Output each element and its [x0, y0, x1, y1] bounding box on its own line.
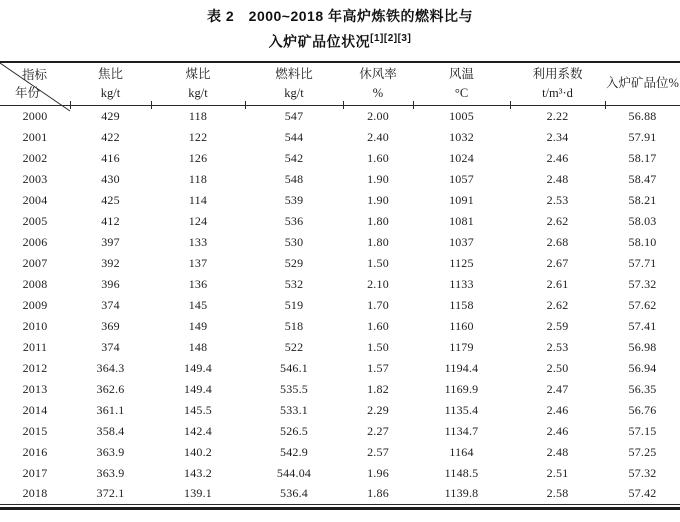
col-unit: % [372, 85, 384, 100]
value-cell: 57.62 [628, 297, 657, 312]
value-cell: 2.29 [367, 402, 389, 417]
value-cell: 542 [284, 150, 304, 165]
table-row [0, 253, 680, 274]
value-cell: 2.22 [546, 108, 569, 123]
value-cell: 2.68 [546, 234, 569, 249]
value-cell: 2.62 [546, 213, 569, 228]
value-cell: 136 [188, 276, 208, 291]
value-cell: 118 [188, 171, 208, 186]
year-cell: 2006 [22, 234, 48, 249]
corner-label-indicator: 指标 [22, 67, 48, 82]
value-cell: 363.9 [96, 444, 125, 459]
col-name: 利用系数 [532, 66, 583, 81]
col-unit: kg/t [188, 85, 208, 100]
value-cell: 396 [101, 276, 120, 291]
year-cell: 2018 [22, 486, 48, 501]
value-cell: 58.47 [628, 171, 657, 186]
value-cell: 518 [284, 318, 304, 333]
year-cell: 2015 [22, 423, 48, 438]
value-cell: 1005 [449, 108, 474, 123]
table-row [0, 169, 680, 190]
value-cell: 548 [284, 171, 304, 186]
value-cell: 57.32 [628, 276, 657, 291]
value-cell: 1037 [449, 234, 474, 249]
caption-line2-text: 入炉矿品位状况 [268, 33, 371, 50]
value-cell: 2.40 [367, 129, 389, 144]
col-unit: t/m³·d [542, 85, 573, 100]
value-cell: 536.4 [280, 486, 308, 501]
col-name: 入炉矿品位% [606, 76, 679, 91]
value-cell: 1158 [449, 297, 474, 312]
value-cell: 58.10 [628, 234, 657, 249]
value-cell: 1.80 [367, 213, 389, 228]
value-cell: 364.3 [96, 360, 125, 375]
value-cell: 57.71 [628, 255, 657, 270]
value-cell: 2.53 [546, 339, 569, 354]
value-cell: 1.86 [367, 486, 389, 501]
value-cell: 1.57 [367, 360, 389, 375]
value-cell: 532 [284, 276, 304, 291]
value-cell: 2.46 [546, 150, 569, 165]
data-table [0, 61, 680, 506]
value-cell: 1133 [449, 276, 474, 291]
value-cell: 1179 [449, 339, 474, 354]
value-cell: 2.59 [546, 318, 569, 333]
value-cell: 58.17 [628, 150, 657, 165]
table-row [0, 295, 680, 316]
value-cell: 1.60 [367, 150, 389, 165]
value-cell: 2.00 [367, 108, 389, 123]
col-header-utilization-coefficient [510, 62, 605, 106]
col-unit: kg/t [100, 85, 121, 100]
value-cell: 530 [284, 234, 304, 249]
value-cell: 1057 [449, 171, 474, 186]
value-cell: 542.9 [280, 444, 308, 459]
col-name: 焦比 [97, 66, 123, 81]
value-cell: 57.25 [628, 444, 657, 459]
col-header-fuel-ratio [245, 62, 343, 106]
value-cell: 522 [284, 339, 304, 354]
table-row [0, 127, 680, 148]
col-name: 风温 [448, 66, 474, 81]
table-row [0, 484, 680, 505]
value-cell: 2.10 [367, 276, 389, 291]
value-cell: 122 [188, 129, 208, 144]
year-cell: 2004 [22, 192, 48, 207]
year-cell: 2001 [22, 129, 48, 144]
table-row [0, 274, 680, 295]
corner-label-year: 年份 [15, 86, 41, 101]
year-cell: 2003 [22, 171, 48, 186]
value-cell: 58.21 [628, 192, 657, 207]
value-cell: 56.35 [628, 381, 657, 396]
value-cell: 57.42 [628, 486, 657, 501]
value-cell: 2.67 [546, 255, 569, 270]
value-cell: 133 [188, 234, 208, 249]
year-cell: 2002 [22, 150, 48, 165]
year-cell: 2009 [22, 297, 48, 312]
value-cell: 149.4 [184, 381, 212, 396]
col-unit: kg/t [284, 85, 304, 100]
value-cell: 126 [188, 150, 208, 165]
value-cell: 142.4 [184, 423, 212, 438]
value-cell: 57.91 [628, 129, 657, 144]
year-cell: 2005 [22, 213, 48, 228]
table-row [0, 190, 680, 211]
value-cell: 362.6 [96, 381, 125, 396]
value-cell: 56.76 [628, 402, 657, 417]
corner-header-cell [0, 62, 70, 106]
value-cell: 1.70 [367, 297, 389, 312]
year-cell: 2014 [22, 402, 48, 417]
value-cell: 544.04 [276, 465, 312, 480]
value-cell: 1160 [449, 318, 474, 333]
value-cell: 1081 [449, 213, 474, 228]
col-header-coal-ratio [151, 62, 245, 106]
col-name: 燃料比 [275, 66, 313, 81]
value-cell: 57.15 [628, 423, 657, 438]
value-cell: 1134.7 [444, 423, 479, 438]
value-cell: 1125 [449, 255, 474, 270]
value-cell: 429 [101, 108, 120, 123]
value-cell: 2.47 [546, 381, 569, 396]
value-cell: 369 [101, 318, 120, 333]
table-row [0, 211, 680, 232]
value-cell: 397 [101, 234, 120, 249]
value-cell: 56.98 [628, 339, 657, 354]
table-row [0, 232, 680, 253]
value-cell: 57.41 [628, 318, 657, 333]
value-cell: 2.27 [367, 423, 389, 438]
value-cell: 546.1 [280, 360, 308, 375]
table-row [0, 400, 680, 421]
value-cell: 114 [188, 192, 208, 207]
table-row [0, 337, 680, 358]
col-header-coke-ratio [70, 62, 151, 106]
value-cell: 137 [188, 255, 208, 270]
table-header [0, 62, 680, 106]
value-cell: 422 [101, 129, 120, 144]
value-cell: 363.9 [96, 465, 125, 480]
value-cell: 1169.9 [444, 381, 479, 396]
year-cell: 2000 [22, 108, 48, 123]
year-cell: 2012 [22, 360, 48, 375]
value-cell: 2.34 [546, 129, 569, 144]
value-cell: 1.96 [367, 465, 389, 480]
value-cell: 143.2 [184, 465, 212, 480]
value-cell: 1164 [449, 444, 474, 459]
caption-line2 [0, 29, 680, 52]
table-row [0, 421, 680, 442]
value-cell: 2.53 [546, 192, 569, 207]
value-cell: 2.62 [546, 297, 569, 312]
value-cell: 2.48 [546, 444, 569, 459]
value-cell: 2.46 [546, 423, 569, 438]
value-cell: 519 [284, 297, 304, 312]
value-cell: 412 [101, 213, 120, 228]
value-cell: 145 [188, 297, 208, 312]
value-cell: 57.32 [628, 465, 657, 480]
value-cell: 148 [188, 339, 208, 354]
caption-reference-superscripts: [1][2][3] [370, 33, 412, 44]
col-name: 煤比 [185, 66, 211, 81]
table-body [0, 106, 680, 505]
year-cell: 2017 [22, 465, 48, 480]
value-cell: 58.03 [628, 213, 657, 228]
table-bottom-rule [0, 507, 680, 510]
value-cell: 533.1 [280, 402, 308, 417]
table-row [0, 316, 680, 337]
value-cell: 425 [101, 192, 120, 207]
value-cell: 374 [101, 297, 120, 312]
value-cell: 124 [188, 213, 208, 228]
value-cell: 430 [101, 171, 120, 186]
value-cell: 372.1 [96, 486, 125, 501]
value-cell: 1.80 [367, 234, 389, 249]
table-row [0, 463, 680, 484]
value-cell: 2.50 [546, 360, 569, 375]
value-cell: 2.61 [546, 276, 569, 291]
value-cell: 358.4 [96, 423, 125, 438]
table-row [0, 148, 680, 169]
table-row [0, 379, 680, 400]
value-cell: 526.5 [280, 423, 308, 438]
year-cell: 2008 [22, 276, 48, 291]
value-cell: 140.2 [184, 444, 212, 459]
value-cell: 1135.4 [444, 402, 479, 417]
col-unit: °C [454, 85, 469, 100]
value-cell: 1194.4 [444, 360, 479, 375]
value-cell: 536 [284, 213, 304, 228]
value-cell: 392 [101, 255, 120, 270]
value-cell: 1032 [449, 129, 474, 144]
col-header-ore-grade [605, 62, 680, 106]
value-cell: 544 [284, 129, 304, 144]
value-cell: 145.5 [184, 402, 212, 417]
table-row [0, 442, 680, 463]
value-cell: 361.1 [96, 402, 125, 417]
value-cell: 1091 [449, 192, 474, 207]
col-header-wind-off-rate [343, 62, 413, 106]
value-cell: 416 [101, 150, 120, 165]
table-row [0, 358, 680, 379]
value-cell: 1.82 [367, 381, 389, 396]
year-cell: 2016 [22, 444, 48, 459]
value-cell: 1.60 [367, 318, 389, 333]
header-row [0, 62, 680, 106]
value-cell: 529 [284, 255, 304, 270]
value-cell: 1.50 [367, 255, 389, 270]
value-cell: 139.1 [184, 486, 212, 501]
value-cell: 2.58 [546, 486, 569, 501]
value-cell: 118 [188, 108, 208, 123]
value-cell: 539 [284, 192, 304, 207]
value-cell: 1.90 [367, 171, 389, 186]
year-cell: 2007 [22, 255, 48, 270]
value-cell: 56.94 [628, 360, 657, 375]
value-cell: 547 [284, 108, 304, 123]
caption-line1: 表 2 2000~2018 年高炉炼铁的燃料比与 [206, 8, 474, 24]
value-cell: 2.57 [367, 444, 389, 459]
value-cell: 2.48 [546, 171, 569, 186]
value-cell: 2.46 [546, 402, 569, 417]
year-cell: 2010 [22, 318, 48, 333]
value-cell: 149.4 [184, 360, 212, 375]
table-caption [0, 0, 680, 52]
year-cell: 2013 [22, 381, 48, 396]
value-cell: 1139.8 [444, 486, 479, 501]
value-cell: 1148.5 [444, 465, 479, 480]
value-cell: 56.88 [628, 108, 657, 123]
table-row [0, 106, 680, 127]
col-header-blast-temperature [413, 62, 510, 106]
col-name: 休风率 [359, 66, 397, 81]
value-cell: 1.90 [367, 192, 389, 207]
value-cell: 149 [188, 318, 208, 333]
year-cell: 2011 [22, 339, 48, 354]
value-cell: 1024 [449, 150, 474, 165]
value-cell: 1.50 [367, 339, 389, 354]
value-cell: 2.51 [546, 465, 569, 480]
value-cell: 535.5 [280, 381, 308, 396]
value-cell: 374 [101, 339, 120, 354]
